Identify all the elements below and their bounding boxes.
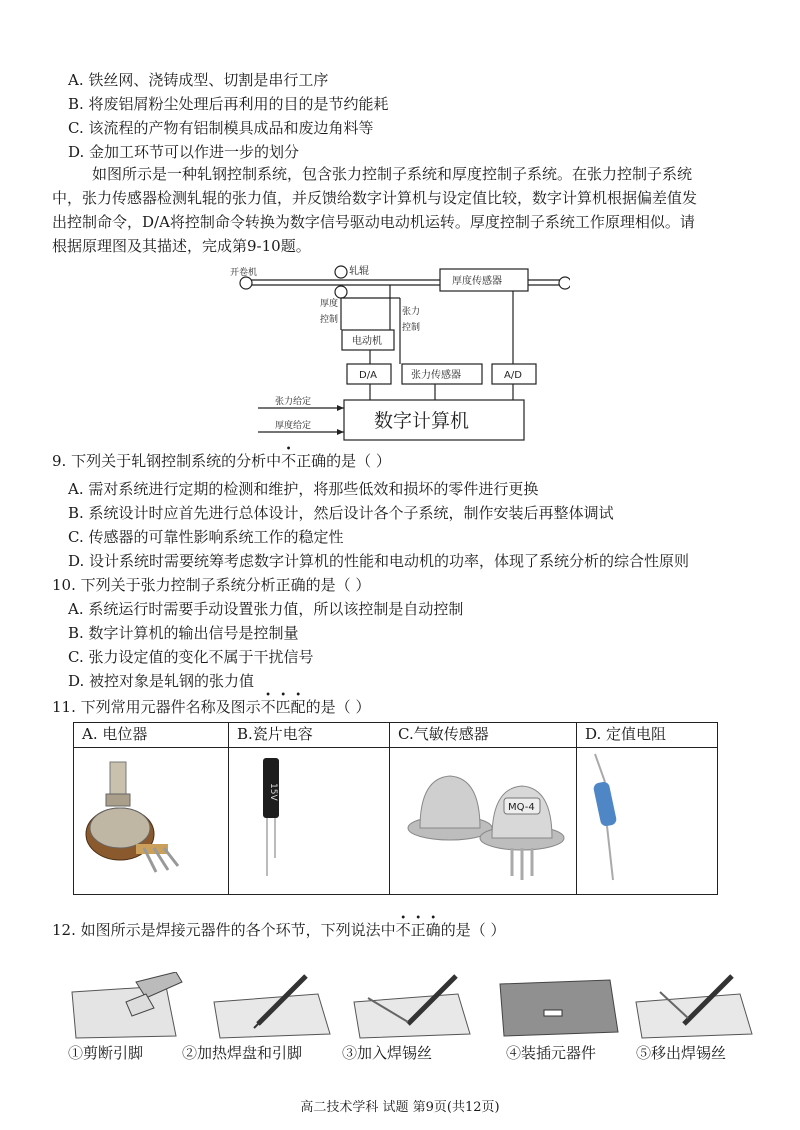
capacitor-marking: 15V [268, 783, 278, 801]
recoiler-reel [559, 277, 570, 289]
q10-option-d: D. 被控对象是轧钢的张力值 [68, 672, 255, 690]
roller-label: 轧辊 [349, 266, 369, 277]
uncoiler-reel [240, 277, 252, 289]
gas-sensor-image [390, 748, 576, 890]
thickness-setpoint-arrowhead [337, 429, 344, 435]
rolling-control-diagram [230, 262, 570, 442]
q9-option-c: C. 传感器的可靠性影响系统工作的稳定性 [68, 528, 344, 546]
q9-option-a: A. 需对系统进行定期的检测和维护，将那些低效和损坏的零件进行更换 [68, 480, 539, 498]
step-1-label: ①剪断引脚 [68, 1044, 144, 1062]
q9-stem: 9. 下列关于轧钢控制系统的分析中不正确的是（ ） [52, 452, 391, 470]
intro-line-4: 根据原理图及其描述，完成第9-10题。 [52, 237, 311, 255]
step-2-label: ②加热焊盘和引脚 [182, 1044, 303, 1062]
ad-label: A/D [504, 370, 522, 381]
motor-label: 电动机 [352, 336, 382, 347]
step-1-image [66, 972, 196, 1042]
intro-line-3: 出控制命令，D/A将控制命令转换为数字信号驱动电动机运转。厚度控制子系统工作原理相似。请 [52, 213, 695, 231]
tension-setpoint-label: 张力给定 [275, 397, 312, 407]
uncoiler-label: 开卷机 [230, 268, 258, 278]
header-fixed-resistor: D. 定值电阻 [577, 723, 718, 748]
capacitor-image [229, 748, 389, 890]
step-2-image [208, 972, 338, 1042]
intro-paragraph [52, 162, 760, 258]
prev-option-c: C. 该流程的产物有铝制模具成品和废边角料等 [68, 119, 374, 137]
q9-option-d: D. 设计系统时需要统筹考虑数字计算机的性能和电动机的功率，体现了系统分析的综合性原则 [68, 552, 690, 570]
step-3-label: ③加入焊锡丝 [342, 1044, 433, 1062]
prev-option-b: B. 将废铝屑粉尘处理后再利用的目的是节约能耗 [68, 95, 389, 113]
potentiometer-image [74, 748, 228, 890]
roller-top [335, 266, 347, 278]
tension-control-label-1: 张力 [402, 307, 421, 317]
step-5-label: ⑤移出焊锡丝 [636, 1044, 727, 1062]
capacitor-image-cell [229, 748, 390, 895]
step-5-image [630, 972, 760, 1042]
resistor-image-cell [577, 748, 718, 895]
step-4-label: ④装插元器件 [506, 1044, 597, 1062]
header-ceramic-capacitor: B.瓷片电容 [229, 723, 390, 748]
q11-stem: 11. 下列常用元器件名称及图示不匹配的是（ ） [52, 698, 371, 716]
tension-sensor-label: 张力传感器 [411, 370, 461, 381]
page-footer: 高二技术学科 试题 第9页(共12页) [300, 1100, 500, 1115]
prev-option-a: A. 铁丝网、浇铸成型、切割是串行工序 [68, 71, 329, 89]
q10-stem: 10. 下列关于张力控制子系统分析正确的是（ ） [52, 576, 371, 594]
potentiometer-image-cell [74, 748, 229, 895]
q10-option-c: C. 张力设定值的变化不属于干扰信号 [68, 648, 314, 666]
step-4-image [496, 972, 626, 1042]
header-potentiometer: A. 电位器 [74, 723, 229, 748]
intro-line-1: 如图所示是一种轧钢控制系统，包含张力控制子系统和厚度控制子系统。在张力控制子系统 [92, 165, 693, 183]
header-gas-sensor: C.气敏传感器 [390, 723, 577, 748]
q12-stem: 12. 如图所示是焊接元器件的各个环节，下列说法中不正确的是（ ） [52, 921, 506, 939]
thickness-control-label-1: 厚度 [320, 299, 339, 309]
resistor-image [577, 748, 717, 890]
sensor-label: MQ-4 [508, 802, 535, 813]
step-3-image [348, 972, 478, 1042]
thickness-setpoint-label: 厚度给定 [275, 421, 312, 431]
tension-control-label-2: 控制 [402, 323, 421, 333]
gas-sensor-image-cell [390, 748, 577, 895]
intro-line-2: 中，张力传感器检测轧辊的张力值，并反馈给数字计算机与设定值比较，数字计算机根据偏差值发 [52, 189, 698, 207]
prev-option-d: D. 金加工环节可以作进一步的划分 [68, 143, 300, 161]
q10-option-b: B. 数字计算机的输出信号是控制量 [68, 624, 299, 642]
q9-option-b: B. 系统设计时应首先进行总体设计，然后设计各个子系统，制作安装后再整体调试 [68, 504, 614, 522]
da-label: D/A [359, 370, 377, 381]
computer-label: 数字计算机 [374, 410, 470, 432]
thickness-sensor-label: 厚度传感器 [452, 276, 502, 287]
component-table [73, 722, 718, 895]
q10-option-a: A. 系统运行时需要手动设置张力值，所以该控制是自动控制 [68, 600, 464, 618]
tension-setpoint-arrowhead [337, 405, 344, 411]
thickness-control-label-2: 控制 [320, 315, 339, 325]
roller-bottom [335, 286, 347, 298]
